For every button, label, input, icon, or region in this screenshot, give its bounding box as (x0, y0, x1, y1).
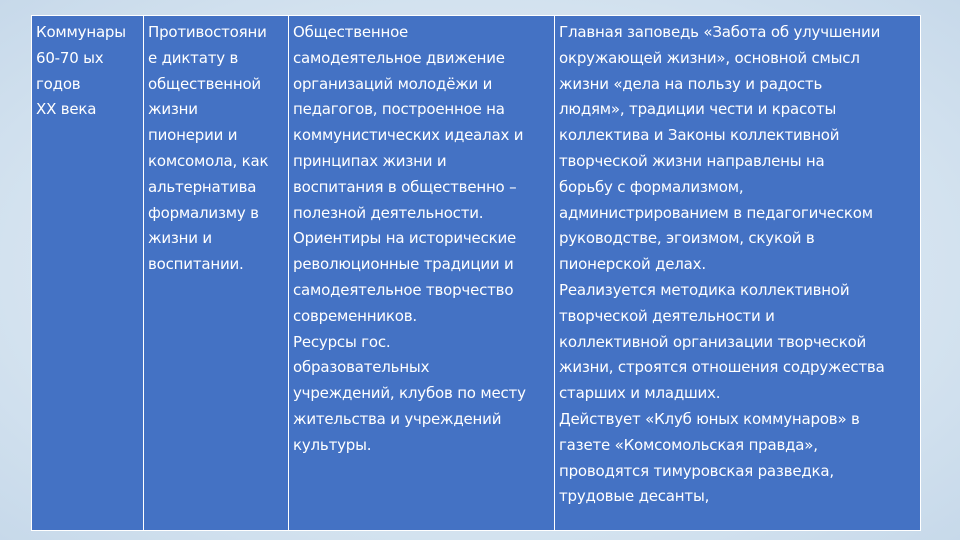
table-cell-principles: Главная заповедь «Забота об улучшении окружающей жизни», основной смысл жизни «дела на пользу и радость людям», традиции чести и красоты коллектива и Законы коллективной творческой жизни направлены на борьбу с формализмом, администрированием в педагогическом руководстве, эгоизмом, скукой в пионерской делах. Реализуется методика коллективной творческой деятельности и коллективной организации творческой жизни, строятся отношения содружества старших и младших. Действует «Клуб юных коммунаров» в газете «Комсомольская правда», проводятся тимуровская разведка, трудовые десанты, (559, 23, 885, 506)
content-table (31, 15, 921, 531)
table-cell-purpose: Противостояни е диктату в общественной жизни пионерии и комсомола, как альтернатива формализму в жизни и воспитании. (144, 16, 289, 530)
table-cell-movement-name: Коммунары 60-70 ых годов XX века (32, 16, 144, 530)
table-cell-description: Общественное самодеятельное движение организаций молодёжи и педагогов, построенное на коммунистических идеалах и принципах жизни и воспитания в общественно – полезной деятельности. Ориентиры на исторические революционные традиции и самодеятельное творчество современников. Ресурсы гос. образовательных учреждений, клубов по месту жительства и учреждений культуры. (289, 16, 555, 530)
